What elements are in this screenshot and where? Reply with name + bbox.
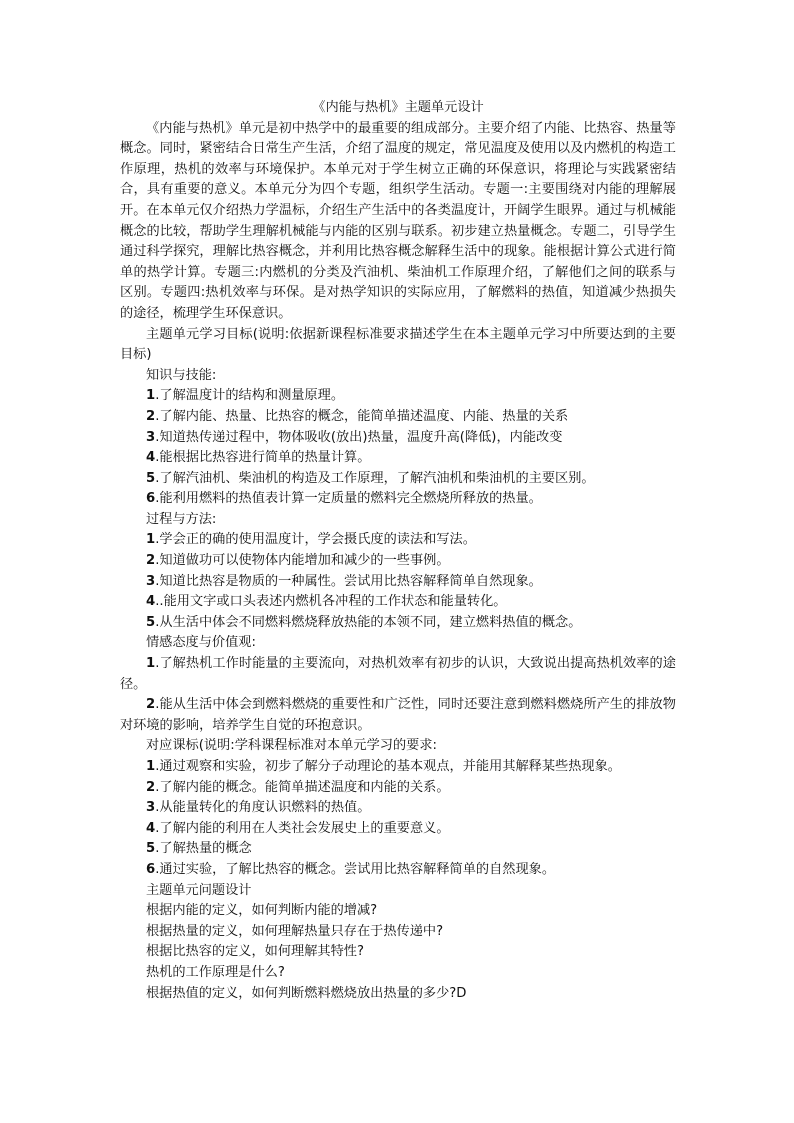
- goals-heading: 主题单元学习目标(说明:依据新课程标准要求描述学生在本主题单元学习中所要达到的主要目标): [120, 326, 676, 363]
- list-item: 3.知道热传递过程中，物体吸收(放出)热量，温度升高(降低)，内能改变: [146, 429, 563, 445]
- list-item: 4.能根据比热容进行简单的热量计算。: [146, 450, 371, 466]
- list-item: 2.了解内能的概念。能简单描述温度和内能的关系。: [146, 779, 450, 795]
- list-item: 3.从能量转化的角度认识燃料的热值。: [146, 800, 371, 816]
- list-item: 6.通过实验，了解比热容的概念。尝试用比热容解释简单的自然现象。: [146, 861, 556, 877]
- list-item: 2.能从生活中体会到燃料燃烧的重要性和广泛性，同时还要注意到燃料燃烧所产生的排放物对环境的影响，培养学生自觉的环抱意识。: [120, 697, 676, 733]
- emotion-list: [120, 654, 676, 736]
- document-page: [120, 98, 676, 1004]
- list-item: 根据内能的定义，如何判断内能的增减?: [146, 903, 378, 919]
- standards-list: [120, 757, 676, 881]
- list-item: 根据热量的定义，如何理解热量只存在于热传递中?: [146, 923, 444, 939]
- questions-list: [120, 901, 676, 1004]
- questions-heading: 主题单元问题设计: [146, 882, 252, 898]
- emotion-heading: 情感态度与价值观:: [146, 635, 256, 651]
- list-item: 1.了解热机工作时能量的主要流向，对热机效率有初步的认识，大致说出提高热机效率的途径。: [120, 656, 676, 692]
- document-title: 《内能与热机》主题单元设计: [312, 100, 484, 115]
- list-item: 根据比热容的定义，如何理解其特性?: [146, 944, 364, 960]
- intro-paragraph: 《内能与热机》单元是初中热学中的最重要的组成部分。主要介绍了内能、比热容、热量等概念。同时，紧密结合日常生产生活，介绍了温度的规定，常见温度及使用以及内燃机的构造工作原理，热机的效率与环境保护。本单元对于学生树立正确的环保意识，将理论与实践紧密结合，具有重要的意义。本单元分为四个专题，组织学生活动。专题一:主要围绕对内能的理解展开。在本单元仅介绍热力学温标，介绍生产生活中的各类温度计，开阔学生眼界。通过与机械能概念的比较，帮助学生理解机械能与内能的区别与联系。初步建立热量概念。专题二，引导学生通过科学探究，理解比热容概念，并利用比热容概念解释生活中的现象。能根据计算公式进行简单的热学计算。专题三:内燃机的分类及汽油机、柴油机工作原理介绍，了解他们之间的联系与区别。专题四:热机效率与环保。是对热学知识的实际应用，了解燃料的热值，知道减少热损失的途径，梳理学生环保意识。: [120, 120, 676, 321]
- list-item: 6.能利用燃料的热值表计算一定质量的燃料完全燃烧所释放的热量。: [146, 491, 542, 507]
- process-list: [120, 530, 676, 633]
- list-item: 1.了解温度计的结构和测量原理。: [146, 388, 345, 404]
- list-item: 1.学会正的确的使用温度计，学会摄氏度的读法和写法。: [146, 532, 476, 548]
- list-item: 4..能用文字或口头表述内燃机各冲程的工作状态和能量转化。: [146, 594, 507, 610]
- list-item: 3.知道比热容是物质的一种属性。尝试用比热容解释简单自然现象。: [146, 573, 542, 589]
- knowledge-list: [120, 386, 676, 510]
- knowledge-heading: 知识与技能:: [146, 367, 217, 383]
- process-heading: 过程与方法:: [146, 511, 217, 527]
- list-item: 2.知道做功可以使物体内能增加和减少的一些事例。: [146, 553, 450, 569]
- list-item: 5.了解汽油机、柴油机的构造及工作原理，了解汽油机和柴油机的主要区别。: [146, 470, 595, 486]
- list-item: 热机的工作原理是什么?: [146, 964, 285, 980]
- list-item: 5.从生活中体会不同燃料燃烧释放热能的本领不同，建立燃料热值的概念。: [146, 614, 582, 630]
- list-item: 根据热值的定义，如何判断燃料燃烧放出热量的多少?D: [146, 985, 467, 1001]
- list-item: 2.了解内能、热量、比热容的概念，能简单描述温度、内能、热量的关系: [146, 408, 569, 424]
- list-item: 5.了解热量的概念: [146, 841, 252, 857]
- list-item: 1.通过观察和实验，初步了解分子动理论的基本观点，并能用其解释某些热现象。: [146, 759, 621, 774]
- list-item: 4.了解内能的利用在人类社会发展史上的重要意义。: [146, 820, 450, 836]
- standards-heading: 对应课标(说明:学科课程标准对本单元学习的要求:: [146, 738, 437, 754]
